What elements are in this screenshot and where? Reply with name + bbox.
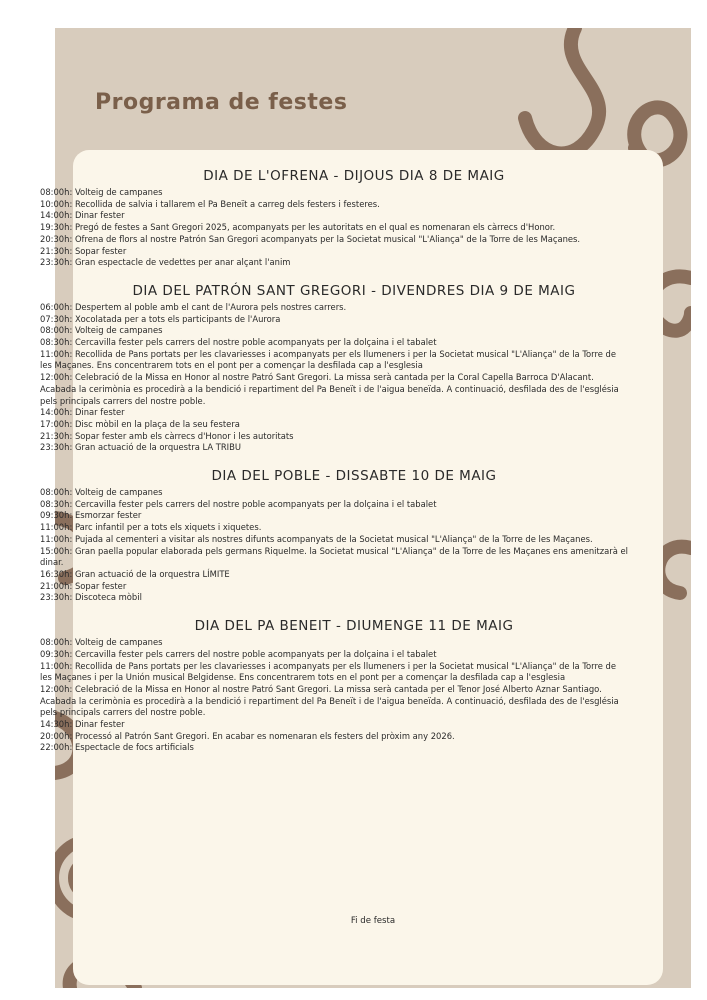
program-item: 11:00h: Recollida de Pans portats per les clavariesses i acompanyats per els llumeners i per la Societat musical "L'Aliança" de la Torre de les Maçanes i per la Unión musical Belgidense. Ens concentrarem tots en el pont per a començar la desfilada cap a l'esglesia: [40, 660, 616, 683]
day-section: [40, 283, 628, 454]
footer-text: Fi de festa: [350, 916, 396, 926]
program-item: 08:00h: Volteig de campanes: [40, 325, 163, 336]
program-item: 21:30h: Sopar fester: [40, 245, 127, 256]
program-item: 07:30h: Xocolatada per a tots els participants de l'Aurora: [40, 313, 281, 324]
program-content: [40, 162, 628, 754]
program-item: 09:30h: Esmorzar fester: [40, 510, 142, 521]
program-item: 11:00h: Parc infantil per a tots els xiquets i xiquetes.: [40, 522, 262, 533]
program-item: 14:30h: Dinar fester: [40, 719, 125, 730]
section-heading: DIA DEL POBLE - DISSABTE 10 DE MAIG: [211, 468, 497, 485]
program-item: 19:30h: Pregó de festes a Sant Gregori 2025, acompanyats per les autoritats en el qual es nomenaran els càrrecs d'Honor.: [40, 222, 556, 233]
program-item: 21:00h: Sopar fester: [40, 580, 127, 591]
section-heading: DIA DE L'OFRENA - DIJOUS DIA 8 DE MAIG: [203, 168, 505, 184]
program-item: 17:00h: Disc mòbil en la plaça de la seu festera: [40, 418, 240, 429]
day-section: [40, 468, 628, 604]
section-heading: DIA DEL PA BENEIT - DIUMENGE 11 DE MAIG: [194, 618, 514, 635]
program-item: 08:00h: Volteig de campanes: [40, 187, 163, 197]
program-item: 16:30h: Gran actuació de la orquestra LÍMITE: [40, 568, 230, 579]
program-item: 14:00h: Dinar fester: [40, 407, 125, 418]
program-item: 11:00h: Pujada al cementeri a visitar als nostres difunts acompanyats de la Societat musical "L'Aliança" de la Torre de les Maçanes.: [40, 533, 593, 544]
program-item: 14:00h: Dinar fester: [40, 210, 125, 221]
program-item: 15:00h: Gran paella popular elaborada pels germans Riquelme. la Societat musical "L'Aliança" de la Torre de les Maçanes ens amenitzarà el dinar.: [40, 545, 629, 568]
day-section: [40, 618, 628, 754]
program-item: 20:30h: Ofrena de flors al nostre Patrón San Gregori acompanyats per la Societat musical "L'Aliança" de la Torre de les Maçanes.: [40, 233, 581, 244]
program-item: 08:30h: Cercavilla fester pels carrers del nostre poble acompanyats per la dolçaina i el tabalet: [40, 337, 437, 348]
program-item: 23:30h: Discoteca mòbil: [40, 592, 142, 603]
program-item: 12:00h: Celebració de la Missa en Honor al nostre Patró Sant Gregori. La missa serà cantada per el Tenor José Alberto Aznar Santiago. Acabada la cerimònia es procedirà a la bendició i repartiment del Pa Beneït i de l'aigua beneïda. A continuació, desfilada des de l'església pels principals carrers del nostre poble.: [40, 683, 619, 718]
page-title: Programa de festes: [95, 90, 348, 115]
program-item: 22:00h: Espectacle de focs artificials: [40, 742, 194, 753]
program-item: 10:00h: Recollida de salvia i tallarem el Pa Beneït a carreg dels festers i festeres.: [40, 198, 380, 209]
program-item: 11:00h: Recollida de Pans portats per les clavariesses i acompanyats per els llumeners i per la Societat musical "L'Aliança" de la Torre de les Maçanes. Ens concentrarem tots en el pont per a començar la desfilada cap a l'esglesia: [40, 348, 616, 371]
program-item: 23:30h: Gran actuació de la orquestra LA TRIBU: [40, 442, 242, 453]
day-section: [40, 168, 628, 269]
program-item: 12:00h: Celebració de la Missa en Honor al nostre Patró Sant Gregori. La missa serà cantada per la Coral Capella Barroca D'Alacant. Acabada la cerimònia es procedirà a la bendició i repartiment del Pa Beneït i de l'aigua beneïda. A continuació, desfilada des de l'església pels principals carrers del nostre poble.: [40, 372, 619, 406]
program-item: 08:00h: Volteig de campanes: [40, 487, 163, 498]
program-item: 21:30h: Sopar fester amb els càrrecs d'Honor i les autoritats: [40, 430, 294, 441]
section-heading: DIA DEL PATRÓN SANT GREGORI - DIVENDRES DIA 9 DE MAIG: [132, 282, 576, 299]
program-item: 23:30h: Gran espectacle de vedettes per anar alçant l'anim: [40, 257, 291, 268]
program-item: 08:00h: Volteig de campanes: [40, 637, 163, 648]
program-item: 06:00h: Despertem al poble amb el cant de l'Aurora pels nostres carrers.: [40, 301, 347, 312]
program-item: 09:30h: Cercavilla fester pels carrers del nostre poble acompanyats per la dolçaina i el tabalet: [40, 648, 437, 659]
program-item: 08:30h: Cercavilla fester pels carrers del nostre poble acompanyats per la dolçaina i el tabalet: [40, 498, 437, 509]
program-item: 20:00h: Processó al Patrón Sant Gregori. En acabar es nomenaran els festers del pròxim any 2026.: [40, 730, 455, 741]
